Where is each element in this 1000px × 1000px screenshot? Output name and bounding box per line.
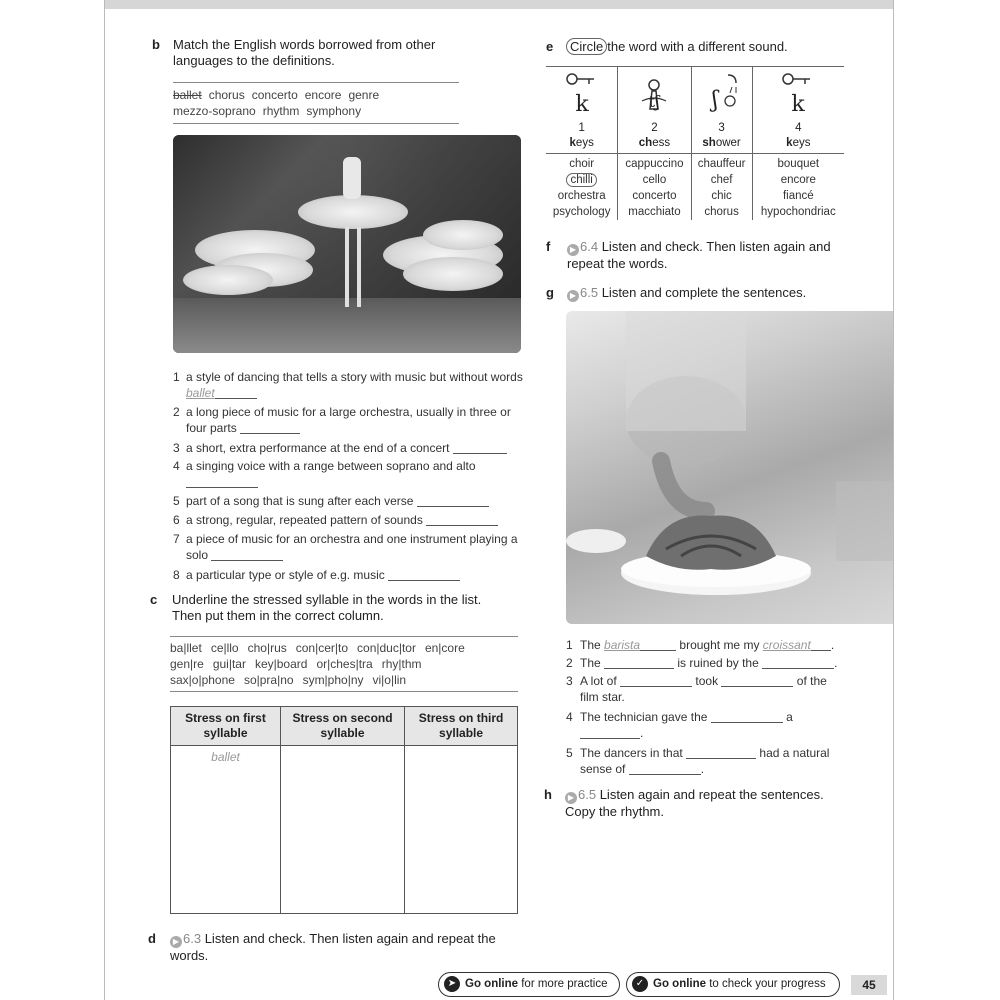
- column-label: [752, 121, 844, 154]
- audio-icon[interactable]: ▶: [565, 792, 577, 804]
- definition-text: [186, 440, 531, 456]
- pill-text: to check your progress: [709, 978, 826, 990]
- exercise-letter-g: g: [546, 285, 554, 300]
- syllable-word[interactable]: gen|re: [170, 657, 204, 671]
- sentence-text: A lot of: [580, 674, 617, 688]
- syllable-word[interactable]: sax|o|phone: [170, 673, 235, 687]
- croissant-illustration: [566, 311, 893, 624]
- syllable-word[interactable]: cho|rus: [247, 641, 287, 655]
- syllable-word[interactable]: gui|tar: [212, 657, 246, 671]
- definition-number: 4: [173, 459, 180, 473]
- sentence-text: brought me my: [679, 638, 760, 652]
- answer-blank[interactable]: [426, 514, 498, 526]
- word-box-item: chorus: [208, 88, 245, 102]
- audio-track-number: 6.4: [580, 239, 599, 254]
- syllable-word[interactable]: so|pra|no: [243, 673, 294, 687]
- audio-icon[interactable]: ▶: [170, 936, 182, 948]
- sentence-item: [566, 655, 856, 671]
- exercise-letter-c: c: [150, 592, 158, 607]
- answer-blank[interactable]: [215, 387, 257, 399]
- sentence-item: [566, 673, 856, 704]
- label-rest: eys: [575, 136, 594, 149]
- example-answer: ballet: [186, 386, 215, 400]
- label-bold-part: k: [569, 136, 576, 149]
- definition-number: 1: [173, 370, 180, 384]
- sound-cell: [691, 67, 752, 121]
- definition-number: 3: [173, 441, 180, 455]
- label-bold-part: k: [786, 136, 793, 149]
- audio-track-number: 6.3: [183, 931, 202, 946]
- definition-text-body: a short, extra performance at the end of a concert: [186, 441, 450, 455]
- sound-cell: [546, 67, 618, 121]
- word-box-item: symphony: [306, 104, 362, 118]
- example-answer: barista: [604, 638, 641, 652]
- answer-blank[interactable]: [640, 639, 676, 651]
- column-number: 1: [578, 121, 585, 134]
- definition-number: 7: [173, 532, 180, 546]
- chess-sound-icon: [634, 71, 674, 115]
- syllable-word[interactable]: ba|llet: [170, 641, 202, 655]
- definition-text-body: a style of dancing that tells a story with music but without words: [186, 370, 523, 384]
- second-syllable-column[interactable]: [281, 746, 405, 914]
- sentence-text: is ruined by the: [677, 656, 759, 670]
- answer-blank[interactable]: [721, 675, 793, 687]
- syllable-word[interactable]: vi|o|lin: [372, 673, 407, 687]
- definition-text-body: a piece of music for an orchestra and one instrument playing a solo: [186, 532, 518, 562]
- sentence-text: a: [786, 710, 793, 724]
- column-number: 2: [651, 121, 658, 134]
- definition-text: [186, 404, 531, 436]
- word-column-2: [618, 153, 691, 220]
- sentence-text: The: [580, 656, 601, 670]
- third-syllable-column[interactable]: [405, 746, 518, 914]
- sound-table: [546, 66, 844, 220]
- word-box-item: mezzo-soprano: [173, 104, 256, 118]
- word-box-item: concerto: [251, 88, 298, 102]
- exercise-letter-b: b: [152, 37, 160, 52]
- phonetic-symbol: ʃ: [711, 88, 718, 113]
- example-answer: croissant: [762, 638, 811, 652]
- column-number: 4: [795, 121, 802, 134]
- answer-blank[interactable]: [629, 763, 701, 775]
- word-column-4: [752, 153, 844, 220]
- word-box-item: genre: [348, 88, 380, 102]
- definition-text: [186, 458, 531, 490]
- definition-number: 5: [173, 494, 180, 508]
- sentence-item: [566, 637, 856, 653]
- exercise-c-instruction: Underline the stressed syllable in the words in the list. Then put them in the correct column.: [172, 592, 482, 623]
- sound-word-circled[interactable]: [548, 172, 615, 188]
- column-number: 3: [718, 121, 725, 134]
- column-header-first: Stress on first syllable: [171, 707, 281, 746]
- instruction-text: Listen and check. Then listen again and repeat the words.: [170, 931, 496, 963]
- example-answer: ballet: [211, 750, 240, 764]
- definition-text: [186, 512, 531, 528]
- word-column-3: [691, 153, 752, 220]
- arrow-icon: ➤: [444, 976, 460, 992]
- pill-bold-text: Go online: [653, 978, 707, 990]
- answer-blank[interactable]: [211, 549, 283, 561]
- syllable-word[interactable]: con|cer|to: [295, 641, 349, 655]
- sound-word[interactable]: orchestra: [557, 189, 606, 202]
- audio-track-number: 6.5: [578, 787, 597, 802]
- exercise-d-instruction: [170, 931, 525, 964]
- sentence-number: 2: [566, 656, 573, 670]
- shower-sound-icon: [702, 71, 742, 115]
- sentence-text: The technician gave the: [580, 710, 708, 724]
- sound-word[interactable]: chic: [711, 189, 732, 202]
- circled-example: chilli: [566, 173, 596, 187]
- sentence-text: The dancers in that: [580, 746, 683, 760]
- label-bold-part: ch: [638, 136, 653, 149]
- sentence-text: .: [700, 762, 705, 776]
- sentence-text: The: [580, 638, 601, 652]
- sound-word[interactable]: choir: [569, 157, 595, 170]
- definition-number: 2: [173, 405, 180, 419]
- syllable-word[interactable]: sym|pho|ny: [302, 673, 364, 687]
- pill-bold-text: Go online: [465, 978, 519, 990]
- word-box-item: encore: [304, 88, 342, 102]
- exercise-letter-h: h: [544, 787, 552, 802]
- exercise-h-instruction: [565, 787, 850, 820]
- syllable-word[interactable]: en|core: [424, 641, 465, 655]
- syllable-word[interactable]: con|duc|tor: [357, 641, 416, 655]
- sound-word[interactable]: psychology: [552, 205, 611, 218]
- audio-track-number: 6.5: [580, 285, 599, 300]
- answer-blank[interactable]: [686, 747, 756, 759]
- page-number: 45: [851, 975, 887, 995]
- sound-word[interactable]: chorus: [704, 205, 739, 218]
- sound-word[interactable]: cello: [642, 173, 667, 186]
- answer-blank[interactable]: [604, 657, 674, 669]
- column-label: [546, 121, 618, 154]
- word-column-1: [546, 153, 618, 220]
- check-icon: ✓: [632, 976, 648, 992]
- definition-text: [186, 369, 531, 401]
- audio-icon[interactable]: ▶: [567, 244, 579, 256]
- sentence-text: .: [640, 726, 644, 740]
- column-label: [691, 121, 752, 154]
- syllable-word-box: [170, 636, 518, 692]
- label-rest: ower: [715, 136, 741, 149]
- sentence-number: 4: [566, 710, 573, 724]
- word-box-item: rhythm: [262, 104, 300, 118]
- exercise-letter-d: d: [148, 931, 156, 946]
- sentence-text: had a natural: [759, 746, 830, 760]
- syllable-word[interactable]: key|board: [254, 657, 308, 671]
- exercise-b-instruction: Match the English words borrowed from other languages to the definitions.: [173, 37, 436, 68]
- instruction-text: Listen and check. Then listen again and repeat the words.: [567, 239, 831, 271]
- sentence-number: 5: [566, 746, 573, 760]
- sentence-text: sense of: [580, 762, 626, 776]
- sentence-text: .: [830, 638, 835, 652]
- sound-word[interactable]: encore: [780, 173, 816, 186]
- sound-word[interactable]: hypochondriac: [760, 205, 836, 218]
- label-rest: eys: [792, 136, 811, 149]
- sentence-item: [566, 709, 856, 740]
- definition-text-body: part of a song that is sung after each verse: [186, 494, 414, 508]
- definition-text: [186, 493, 531, 509]
- sound-word[interactable]: macchiato: [628, 205, 681, 218]
- sentence-number: 3: [566, 674, 573, 688]
- circle-word: Circle: [566, 38, 607, 55]
- top-band: [105, 0, 895, 9]
- definition-text-body: a particular type or style of e.g. music: [186, 568, 385, 582]
- phonetic-symbol: k: [791, 92, 805, 115]
- definition-text: [186, 567, 531, 583]
- first-syllable-column[interactable]: [171, 746, 281, 914]
- sentence-text: film star.: [580, 690, 625, 704]
- sound-cell: [752, 67, 844, 121]
- answer-blank[interactable]: [240, 422, 300, 434]
- key-sound-icon: [778, 71, 818, 115]
- ballet-dancers-photo: [173, 135, 521, 353]
- sound-word[interactable]: fiancé: [782, 189, 814, 202]
- sound-word[interactable]: concerto: [632, 189, 677, 202]
- sentence-number: 1: [566, 638, 573, 652]
- instruction-text: Listen and complete the sentences.: [601, 285, 807, 300]
- go-online-practice-button[interactable]: [438, 972, 620, 997]
- sentence-item: [566, 745, 856, 776]
- syllable-word[interactable]: or|ches|tra: [316, 657, 373, 671]
- definition-number: 8: [173, 568, 180, 582]
- definition-text-body: a long piece of music for a large orchestra, usually in three or four parts: [186, 405, 511, 435]
- pill-text: for more practice: [521, 978, 608, 990]
- answer-blank[interactable]: [620, 675, 692, 687]
- definition-text-body: a singing voice with a range between soprano and alto: [186, 459, 476, 473]
- word-box-b: [173, 82, 459, 124]
- sound-word[interactable]: chauffeur: [697, 157, 746, 170]
- phonetic-symbol: k: [575, 92, 589, 115]
- syllable-word[interactable]: ce|llo: [210, 641, 239, 655]
- answer-blank[interactable]: [580, 727, 640, 739]
- exercise-f-instruction: [567, 239, 832, 272]
- sound-word[interactable]: cappuccino: [625, 157, 684, 170]
- definition-text: [186, 531, 531, 563]
- croissant-photo: [566, 311, 893, 624]
- exercise-letter-e: e: [546, 39, 554, 54]
- syllable-word[interactable]: rhy|thm: [381, 657, 422, 671]
- stress-column-table: [170, 706, 518, 914]
- key-sound-icon: [562, 71, 602, 115]
- sound-cell: [618, 67, 691, 121]
- exercise-g-instruction: [567, 285, 857, 302]
- definition-number: 6: [173, 513, 180, 527]
- sentence-text: of the: [796, 674, 827, 688]
- definition-text-body: a strong, regular, repeated pattern of sounds: [186, 513, 423, 527]
- label-bold-part: sh: [702, 136, 716, 149]
- sound-word[interactable]: chef: [710, 173, 733, 186]
- exercise-letter-f: f: [546, 239, 551, 254]
- answer-blank[interactable]: [388, 569, 460, 581]
- sentence-text: .: [834, 656, 838, 670]
- audio-icon[interactable]: ▶: [567, 290, 579, 302]
- answer-blank[interactable]: [762, 657, 834, 669]
- answer-blank[interactable]: [186, 476, 258, 488]
- sentence-text: took: [695, 674, 719, 688]
- page-right-margin: [893, 0, 1000, 1000]
- answer-blank[interactable]: [453, 442, 507, 454]
- exercise-e-instruction: [566, 39, 856, 55]
- answer-blank[interactable]: [811, 639, 831, 651]
- answer-blank[interactable]: [417, 495, 489, 507]
- phonetic-symbol: tʃ: [649, 92, 660, 111]
- answer-blank[interactable]: [711, 711, 783, 723]
- column-header-third: Stress on third syllable: [405, 707, 518, 746]
- go-online-progress-button[interactable]: [626, 972, 840, 997]
- sound-word[interactable]: bouquet: [777, 157, 820, 170]
- column-header-second: Stress on second syllable: [281, 707, 405, 746]
- instruction-text: the word with a different sound.: [607, 39, 788, 54]
- column-label: [618, 121, 691, 154]
- instruction-text: Listen again and repeat the sentences. Copy the rhythm.: [565, 787, 824, 819]
- label-rest: ess: [652, 136, 671, 149]
- word-box-item: ballet: [173, 88, 202, 102]
